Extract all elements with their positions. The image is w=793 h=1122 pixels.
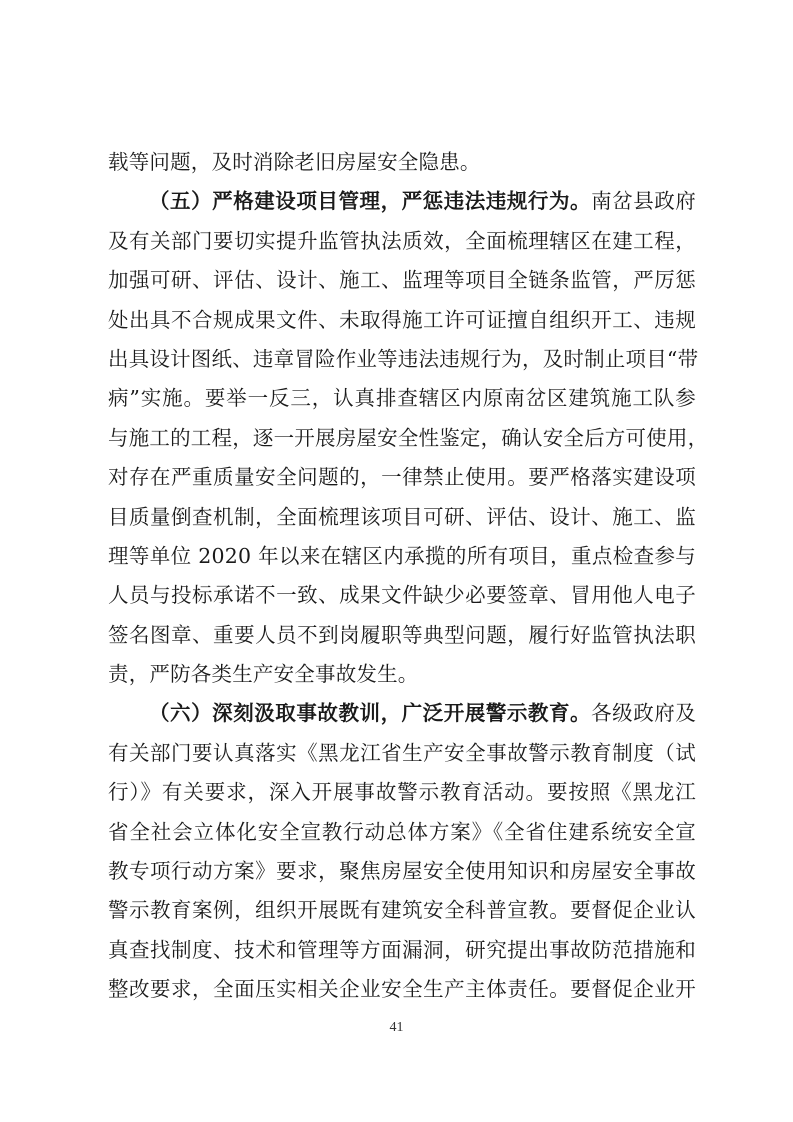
text-line: 整改要求，全面压实相关企业安全生产主体责任。要督促企业开 <box>108 977 696 1002</box>
text-line: 责，严防各类生产安全事故发生。 <box>108 662 419 687</box>
text-line: 人员与投标承诺不一致、成果文件缺少必要签章、冒用他人电子 <box>108 583 696 608</box>
body-text <box>108 143 709 1010</box>
text-line: 理等单位 2020 年以来在辖区内承揽的所有项目，重点检查参与 <box>108 543 696 568</box>
text-line: 与施工的工程，逐一开展房屋安全性鉴定，确认安全后方可使用， <box>108 425 709 450</box>
text-line: 对存在严重质量安全问题的，一律禁止使用。要严格落实建设项 <box>108 465 696 490</box>
text-line: 目质量倒查机制，全面梳理该项目可研、评估、设计、施工、监 <box>108 504 696 529</box>
text-segment: 各级政府及 <box>591 701 697 726</box>
section-heading: （六）深刻汲取事故教训，广泛开展警示教育。 <box>149 701 592 726</box>
text-line: 及有关部门要切实提升监管执法质效，全面梳理辖区在建工程， <box>108 228 696 253</box>
text-segment: 南岔县政府 <box>591 189 697 214</box>
text-line: 加强可研、评估、设计、施工、监理等项目全链条监管，严厉惩 <box>108 268 696 293</box>
text-line: 有关部门要认真落实《黑龙江省生产安全事故警示教育制度（试 <box>108 740 696 765</box>
section-heading-line <box>108 182 696 221</box>
page-number: 41 <box>389 1020 404 1035</box>
text-line: 处出具不合规成果文件、未取得施工许可证擅自组织开工、违规 <box>108 307 696 332</box>
text-line: 真查找制度、技术和管理等方面漏洞，研究提出事故防范措施和 <box>108 937 696 962</box>
text-line: 教专项行动方案》要求，聚焦房屋安全使用知识和房屋安全事故 <box>108 859 696 884</box>
text-line: 签名图章、重要人员不到岗履职等典型问题，履行好监管执法职 <box>108 622 696 647</box>
text-line: 出具设计图纸、违章冒险作业等违法违规行为，及时制止项目“带 <box>108 346 699 371</box>
text-line: 行）》有关要求，深入开展事故警示教育活动。要按照《黑龙江 <box>108 780 696 805</box>
text-line: 病”实施。要举一反三，认真排查辖区内原南岔区建筑施工队参 <box>108 386 696 411</box>
text-line: 警示教育案例，组织开展既有建筑安全科普宣教。要督促企业认 <box>108 898 696 923</box>
section-heading-line <box>108 694 696 733</box>
text-line: 载等问题，及时消除老旧房屋安全隐患。 <box>108 150 481 174</box>
text-line: 省全社会立体化安全宣教行动总体方案》《全省住建系统安全宣 <box>108 819 696 844</box>
section-heading: （五）严格建设项目管理，严惩违法违规行为。 <box>149 189 592 214</box>
